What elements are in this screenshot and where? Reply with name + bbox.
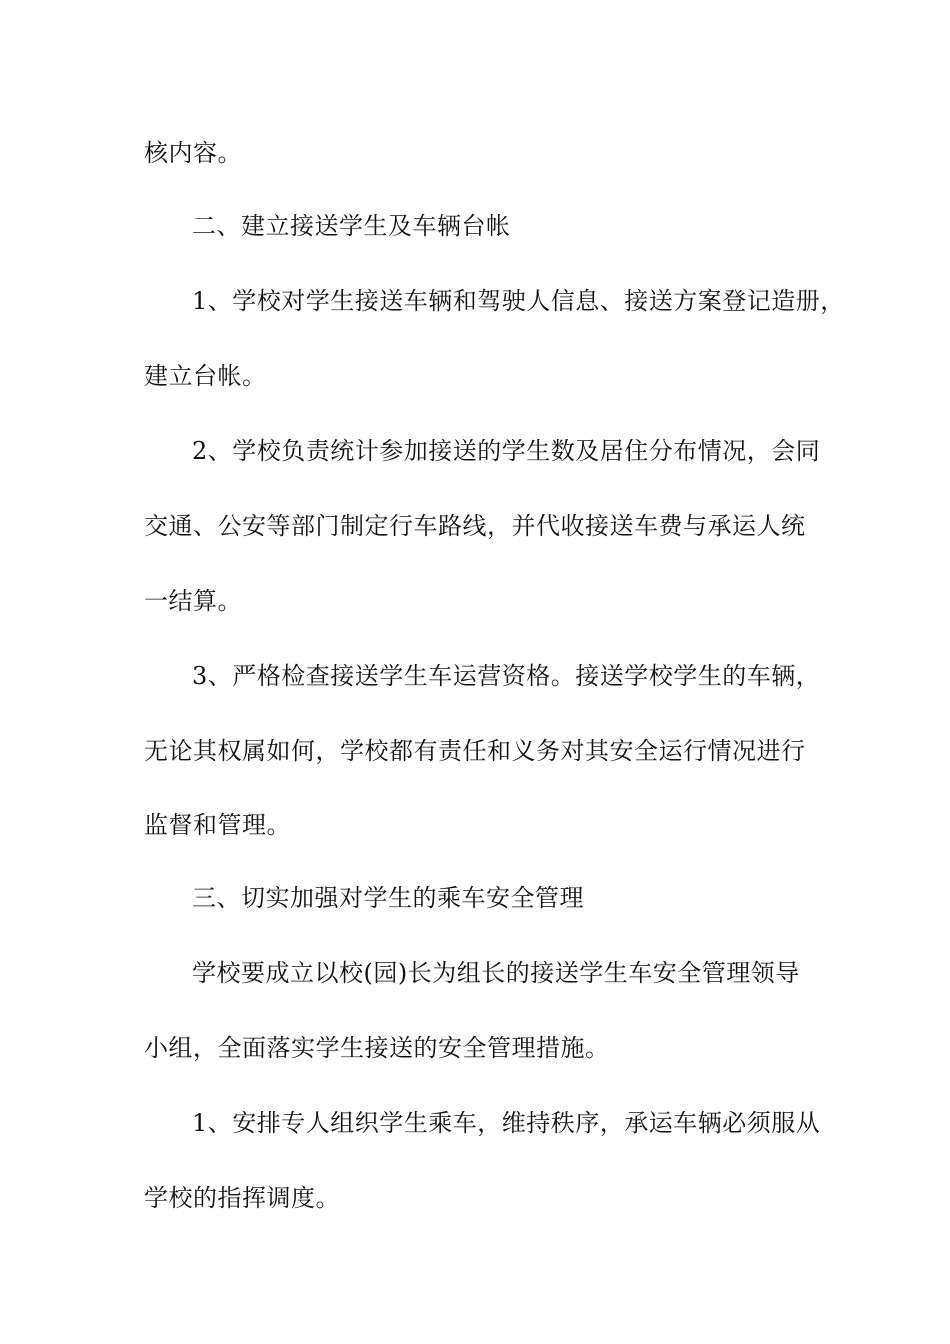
text-line: 小组，全面落实学生接送的安全管理措施。 — [144, 1034, 610, 1062]
text-line: 建立台帐。 — [144, 362, 267, 390]
text-line: 2、学校负责统计参加接送的学生数及居住分布情况，会同 — [192, 437, 821, 465]
text-line: 学校的指挥调度。 — [144, 1184, 340, 1212]
text-line: 一结算。 — [144, 587, 242, 615]
text-line: 监督和管理。 — [144, 811, 291, 839]
text-line: 核内容。 — [144, 139, 242, 167]
text-line: 1、学校对学生接送车辆和驾驶人信息、接送方案登记造册， — [192, 287, 845, 315]
text-line: 无论其权属如何，学校都有责任和义务对其安全运行情况进行 — [144, 737, 806, 765]
section-heading: 二、建立接送学生及车辆台帐 — [192, 212, 511, 240]
text-line: 交通、公安等部门制定行车路线，并代收接送车费与承运人统 — [144, 512, 806, 540]
text-line: 3、严格检查接送学生车运营资格。接送学校学生的车辆， — [192, 662, 821, 690]
text-line: 学校要成立以校(园)长为组长的接送学生车安全管理领导 — [192, 959, 800, 987]
text-line: 1、安排专人组织学生乘车，维持秩序，承运车辆必须服从 — [192, 1109, 821, 1137]
section-heading: 三、切实加强对学生的乘车安全管理 — [192, 884, 584, 912]
